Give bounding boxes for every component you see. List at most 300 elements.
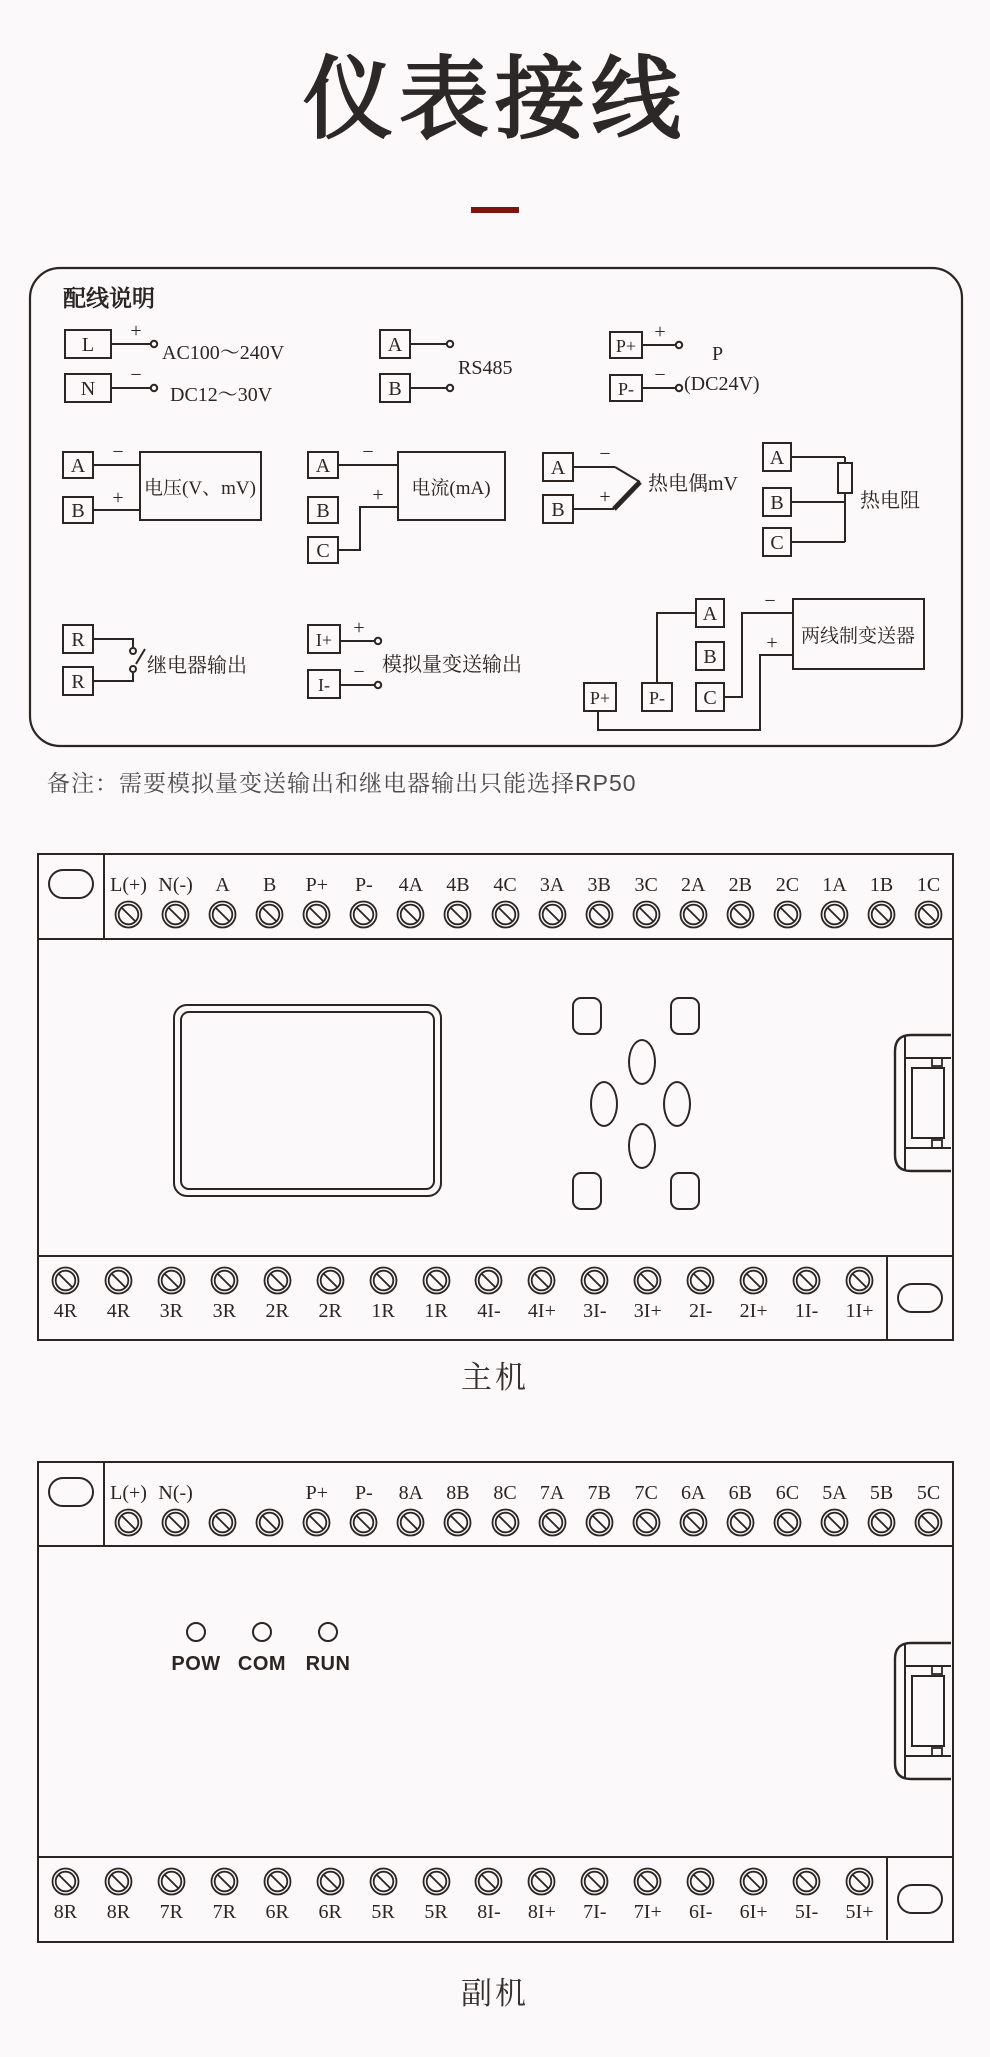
terminal <box>674 1257 727 1341</box>
terminal-label: 3R <box>212 1300 236 1322</box>
terminal-label: 7R <box>212 1901 236 1923</box>
nav-button-left <box>590 1081 618 1127</box>
two-wire-transmitter-wiring <box>584 590 924 730</box>
screw-terminal-icon <box>580 1266 609 1295</box>
terminal-label: 8C <box>493 1482 517 1504</box>
terminal-label: 3C <box>634 874 658 896</box>
switch-contact <box>130 648 136 654</box>
svg-text:−: − <box>112 441 124 463</box>
terminal <box>145 1257 198 1341</box>
screw-terminal-icon <box>792 1867 821 1896</box>
terminal-label: 1I- <box>794 1300 819 1322</box>
screw-terminal-icon <box>686 1266 715 1295</box>
terminal-label: 7A <box>539 1482 565 1504</box>
terminal <box>727 1858 780 1940</box>
screw-terminal-icon <box>161 1508 190 1537</box>
svg-text:+: + <box>112 487 124 509</box>
terminal-label: 8B <box>446 1482 470 1504</box>
terminal <box>529 855 576 938</box>
wire-node <box>447 341 453 347</box>
screw-terminal-icon <box>580 1867 609 1896</box>
terminal-label: 1R <box>424 1300 448 1322</box>
svg-text:模拟量变送输出: 模拟量变送输出 <box>382 654 522 676</box>
screw-terminal-icon <box>302 900 331 929</box>
svg-text:C: C <box>316 540 330 562</box>
terminal <box>621 1858 674 1940</box>
screw-terminal-icon <box>316 1867 345 1896</box>
terminal <box>670 855 717 938</box>
svg-text:两线制变送器: 两线制变送器 <box>800 626 916 647</box>
terminal-label: 7I+ <box>633 1901 662 1923</box>
svg-text:电压(V、mV): 电压(V、mV) <box>144 478 256 499</box>
terminal <box>670 1463 717 1545</box>
terminal <box>357 1858 410 1940</box>
wire-node <box>676 342 682 348</box>
screw-terminal-icon <box>349 1508 378 1537</box>
display-screen-inner <box>180 1011 435 1190</box>
aux-power-wiring <box>610 321 760 401</box>
terminal <box>387 855 434 938</box>
main-bottom-terminal-strip <box>39 1255 952 1341</box>
svg-text:−: − <box>353 661 365 683</box>
screw-terminal-icon <box>679 1508 708 1537</box>
terminal <box>434 855 481 938</box>
terminal <box>39 1858 92 1940</box>
terminal-label: 3A <box>539 874 565 896</box>
svg-text:A: A <box>387 334 403 356</box>
terminal-label: 7R <box>159 1901 184 1923</box>
terminal <box>199 855 246 938</box>
main-top-terminal-strip <box>39 855 952 940</box>
screw-terminal-icon <box>792 1266 821 1295</box>
terminal <box>727 1257 780 1341</box>
screw-terminal-icon <box>104 1867 133 1896</box>
terminal-label: 8A <box>398 1482 424 1504</box>
terminal <box>623 855 670 938</box>
terminal <box>811 1463 858 1545</box>
screw-terminal-icon <box>845 1867 874 1896</box>
terminal <box>340 855 387 938</box>
svg-text:+: + <box>766 632 778 654</box>
screw-terminal-icon <box>773 1508 802 1537</box>
terminal-label: 4I- <box>477 1300 501 1322</box>
terminal-label: 5C <box>916 1482 941 1504</box>
thermocouple-wiring <box>543 443 739 523</box>
screw-terminal-icon <box>726 1508 755 1537</box>
terminal-label: 1B <box>869 874 894 896</box>
sub-top-terminal-strip <box>39 1463 952 1547</box>
svg-text:L: L <box>81 334 95 356</box>
terminal <box>293 1463 340 1545</box>
svg-text:+: + <box>372 484 384 506</box>
screw-terminal-icon <box>845 1266 874 1295</box>
terminal-label: 6C <box>775 1482 800 1504</box>
terminal-label: 3B <box>587 874 611 896</box>
terminal-label: B <box>263 874 277 896</box>
svg-text:+: + <box>130 320 142 342</box>
terminal-label: 5A <box>822 1482 847 1504</box>
svg-text:电流(mA): 电流(mA) <box>411 478 491 499</box>
title-divider <box>471 207 519 213</box>
screw-terminal-icon <box>867 1508 896 1537</box>
switch-blade <box>136 649 145 664</box>
terminal <box>905 855 952 938</box>
terminal <box>246 1463 293 1545</box>
screw-terminal-icon <box>632 1508 661 1537</box>
terminal-label: 8I+ <box>527 1901 556 1923</box>
led-label: POW <box>171 1653 221 1675</box>
terminal <box>811 855 858 938</box>
terminal <box>858 855 905 938</box>
terminal-label: 4C <box>493 874 517 896</box>
terminal-label: N(-) <box>158 1482 193 1504</box>
terminal-label: 4I+ <box>527 1300 556 1322</box>
screw-terminal-icon <box>686 1867 715 1896</box>
terminal-label: P+ <box>305 874 328 896</box>
screw-terminal-icon <box>914 1508 943 1537</box>
terminal-label: 8I- <box>477 1901 501 1923</box>
nav-button-up <box>628 1039 656 1085</box>
main-unit-diagram <box>37 853 954 1341</box>
terminal-label: 5I- <box>794 1901 819 1923</box>
svg-text:I-: I- <box>318 675 330 695</box>
screw-terminal-icon <box>422 1867 451 1896</box>
svg-text:+: + <box>599 486 611 508</box>
function-button-top-right <box>670 997 700 1035</box>
display-screen <box>173 1004 442 1197</box>
sub-bottom-terminal-strip <box>39 1856 952 1940</box>
terminal-label: 7I- <box>583 1901 607 1923</box>
screw-terminal-icon <box>369 1867 398 1896</box>
terminal-label: 5I+ <box>845 1901 874 1923</box>
svg-text:+: + <box>654 321 666 343</box>
note-text: 备注：需要模拟量变送输出和继电器输出只能选择RP50 <box>47 770 637 796</box>
side-connector <box>885 1640 951 1782</box>
led-label: COM <box>237 1653 287 1675</box>
terminal-label: 6I+ <box>739 1901 768 1923</box>
terminal <box>246 855 293 938</box>
terminal-label: 4A <box>398 874 424 896</box>
terminal <box>674 1858 727 1940</box>
screw-terminal-icon <box>263 1266 292 1295</box>
terminal <box>717 1463 764 1545</box>
mounting-cell <box>39 855 105 938</box>
screw-terminal-icon <box>538 900 567 929</box>
screw-terminal-icon <box>538 1508 567 1537</box>
screw-terminal-icon <box>914 900 943 929</box>
led-label: RUN <box>305 1653 351 1675</box>
screw-terminal-icon <box>51 1266 80 1295</box>
terminal-label: 5B <box>869 1482 894 1504</box>
screw-terminal-icon <box>443 1508 472 1537</box>
screw-terminal-icon <box>210 1867 239 1896</box>
terminal <box>764 1463 811 1545</box>
screw-terminal-icon <box>443 900 472 929</box>
screw-terminal-icon <box>726 900 755 929</box>
wire-node <box>375 638 381 644</box>
terminal-label: 3I- <box>583 1300 607 1322</box>
svg-text:R: R <box>71 671 85 693</box>
screw-terminal-icon <box>491 900 520 929</box>
terminal-label: 5R <box>424 1901 448 1923</box>
terminal <box>463 1858 516 1940</box>
svg-text:A: A <box>702 603 718 625</box>
terminal <box>145 1858 198 1940</box>
svg-text:继电器输出: 继电器输出 <box>147 655 247 677</box>
screw-terminal-icon <box>422 1266 451 1295</box>
main-unit-caption: 主机 <box>461 1360 529 1395</box>
sub-bottom-terminals <box>39 1858 886 1940</box>
page-title: 仪表接线 <box>303 50 687 150</box>
sub-unit-front-panel <box>39 1547 952 1856</box>
terminal <box>92 1858 145 1940</box>
status-leds <box>170 1622 354 1676</box>
terminal-label: 6A <box>681 1482 706 1504</box>
terminal-label: 1A <box>822 874 847 896</box>
screw-terminal-icon <box>867 900 896 929</box>
terminal <box>340 1463 387 1545</box>
terminal <box>621 1257 674 1341</box>
screw-terminal-icon <box>208 1508 237 1537</box>
svg-text:−: − <box>130 364 142 386</box>
svg-text:P: P <box>712 343 724 365</box>
svg-text:P+: P+ <box>589 688 611 708</box>
svg-text:−: − <box>599 443 611 465</box>
terminal <box>251 1257 304 1341</box>
sub-top-terminals <box>105 1463 952 1545</box>
svg-text:−: − <box>362 441 374 463</box>
terminal <box>568 1858 621 1940</box>
terminal <box>410 1858 463 1940</box>
terminal <box>623 1463 670 1545</box>
screw-terminal-icon <box>474 1266 503 1295</box>
terminal <box>357 1257 410 1341</box>
screw-terminal-icon <box>349 900 378 929</box>
terminal-label: 1R <box>371 1300 395 1322</box>
terminal-label: 2C <box>775 874 800 896</box>
terminal-label: 7B <box>587 1482 611 1504</box>
mounting-hole <box>48 1477 94 1507</box>
mounting-cell <box>886 1858 952 1940</box>
terminal-label: L(+) <box>110 874 147 896</box>
screw-terminal-icon <box>527 1867 556 1896</box>
terminal <box>105 855 152 938</box>
svg-text:DC12～30V: DC12～30V <box>170 384 273 406</box>
svg-text:A: A <box>550 457 566 479</box>
wire-node <box>447 385 453 391</box>
terminal <box>780 1257 833 1341</box>
voltage-input-wiring <box>63 441 261 523</box>
screw-terminal-icon <box>491 1508 520 1537</box>
nav-button-right <box>663 1081 691 1127</box>
svg-text:A: A <box>769 447 785 469</box>
terminal-label: 4B <box>446 874 470 896</box>
svg-text:C: C <box>703 687 717 709</box>
terminal <box>515 1858 568 1940</box>
wire-node <box>676 385 682 391</box>
terminal <box>529 1463 576 1545</box>
screw-terminal-icon <box>114 1508 143 1537</box>
screw-terminal-icon <box>263 1867 292 1896</box>
screw-terminal-icon <box>208 900 237 929</box>
function-button-bottom-left <box>572 1172 602 1210</box>
terminal-label: 2B <box>728 874 753 896</box>
screw-terminal-icon <box>369 1266 398 1295</box>
rs485-wiring <box>380 330 512 402</box>
terminal-label: 6I- <box>689 1901 713 1923</box>
terminal <box>387 1463 434 1545</box>
mounting-hole <box>48 869 94 899</box>
terminal <box>198 1858 251 1940</box>
svg-text:RS485: RS485 <box>458 357 513 379</box>
screw-terminal-icon <box>585 900 614 929</box>
screw-terminal-icon <box>302 1508 331 1537</box>
screw-terminal-icon <box>474 1867 503 1896</box>
sub-unit-diagram <box>37 1461 954 1943</box>
terminal <box>105 1463 152 1545</box>
wiring-box-heading: 配线说明 <box>63 285 155 311</box>
svg-text:−: − <box>654 364 666 386</box>
terminal <box>858 1463 905 1545</box>
analog-output-wiring <box>308 617 522 698</box>
terminal-label: 4R <box>106 1300 131 1322</box>
svg-text:B: B <box>703 646 717 668</box>
terminal-label: 2I- <box>689 1300 713 1322</box>
screw-terminal-icon <box>255 900 284 929</box>
terminal <box>92 1257 145 1341</box>
terminal-label: 1I+ <box>845 1300 874 1322</box>
terminal-label: 3I+ <box>633 1300 662 1322</box>
terminal-label: 6B <box>728 1482 753 1504</box>
svg-text:P-: P- <box>648 688 666 708</box>
terminal <box>780 1858 833 1940</box>
terminal <box>39 1257 92 1341</box>
screw-terminal-icon <box>820 900 849 929</box>
svg-text:R: R <box>71 629 85 651</box>
terminal-label: 6R <box>265 1901 289 1923</box>
svg-text:A: A <box>70 455 86 477</box>
nav-button-down <box>628 1123 656 1169</box>
svg-text:B: B <box>551 499 565 521</box>
terminal-label: 2R <box>318 1300 342 1322</box>
terminal-label: 6R <box>318 1901 342 1923</box>
terminal-label: 2A <box>681 874 706 896</box>
screw-terminal-icon <box>104 1266 133 1295</box>
screw-terminal-icon <box>51 1867 80 1896</box>
screw-terminal-icon <box>161 900 190 929</box>
wire-node <box>375 682 381 688</box>
led-indicator-icon <box>186 1622 206 1642</box>
terminal-label: P- <box>354 1482 373 1504</box>
screw-terminal-icon <box>157 1266 186 1295</box>
terminal <box>515 1257 568 1341</box>
terminal <box>434 1463 481 1545</box>
screw-terminal-icon <box>210 1266 239 1295</box>
main-unit-front-panel <box>39 940 952 1255</box>
terminal-label: 4R <box>53 1300 78 1322</box>
terminal-label: P+ <box>305 1482 328 1504</box>
terminal <box>833 1257 886 1341</box>
screw-terminal-icon <box>633 1266 662 1295</box>
svg-text:I+: I+ <box>315 630 333 650</box>
led-indicator-icon <box>318 1622 338 1642</box>
terminal-label: N(-) <box>158 874 193 896</box>
terminal-label: 5R <box>371 1901 395 1923</box>
led <box>302 1622 354 1676</box>
mounting-hole <box>897 1884 943 1914</box>
terminal-label: P- <box>354 874 373 896</box>
terminal-label: A <box>215 874 230 896</box>
screw-terminal-icon <box>527 1266 556 1295</box>
screw-terminal-icon <box>633 1867 662 1896</box>
screw-terminal-icon <box>739 1266 768 1295</box>
terminal-label: 3R <box>159 1300 184 1322</box>
led <box>170 1622 222 1676</box>
side-connector <box>885 1032 951 1174</box>
screw-terminal-icon <box>632 900 661 929</box>
terminal-label: L(+) <box>110 1482 147 1504</box>
wire-node <box>151 385 157 391</box>
terminal-label: 2R <box>265 1300 289 1322</box>
terminal <box>576 1463 623 1545</box>
terminal <box>152 855 199 938</box>
svg-text:B: B <box>770 492 784 514</box>
led <box>236 1622 288 1676</box>
terminal <box>251 1858 304 1940</box>
led-indicator-icon <box>252 1622 272 1642</box>
svg-text:B: B <box>316 500 330 522</box>
terminal <box>482 1463 529 1545</box>
function-button-top-left <box>572 997 602 1035</box>
terminal <box>293 855 340 938</box>
screw-terminal-icon <box>679 900 708 929</box>
svg-text:(DC24V): (DC24V) <box>684 373 760 395</box>
terminal <box>568 1257 621 1341</box>
terminal-label: 8R <box>53 1901 78 1923</box>
screw-terminal-icon <box>255 1508 284 1537</box>
wire-node <box>151 341 157 347</box>
svg-text:+: + <box>353 617 365 639</box>
screw-terminal-icon <box>739 1867 768 1896</box>
svg-text:A: A <box>315 455 331 477</box>
mounting-cell <box>39 1463 105 1545</box>
mounting-cell <box>886 1257 952 1341</box>
rtd-wiring <box>763 443 920 556</box>
svg-text:C: C <box>770 532 784 554</box>
terminal <box>717 855 764 938</box>
main-bottom-terminals <box>39 1257 886 1341</box>
svg-text:−: − <box>764 590 776 612</box>
function-button-bottom-right <box>670 1172 700 1210</box>
terminal <box>905 1463 952 1545</box>
terminal-label: 1C <box>916 874 941 896</box>
svg-text:N: N <box>80 378 96 400</box>
svg-text:P+: P+ <box>615 336 637 356</box>
terminal <box>304 1858 357 1940</box>
screw-terminal-icon <box>157 1867 186 1896</box>
terminal-label: 7C <box>634 1482 658 1504</box>
screw-terminal-icon <box>585 1508 614 1537</box>
svg-text:热电偶mV: 热电偶mV <box>648 473 738 495</box>
terminal <box>764 855 811 938</box>
terminal <box>463 1257 516 1341</box>
switch-contact <box>130 666 136 672</box>
terminal <box>833 1858 886 1940</box>
terminal <box>576 855 623 938</box>
relay-output-wiring <box>63 625 247 695</box>
current-input-wiring <box>308 441 505 563</box>
svg-text:热电阻: 热电阻 <box>860 490 920 512</box>
